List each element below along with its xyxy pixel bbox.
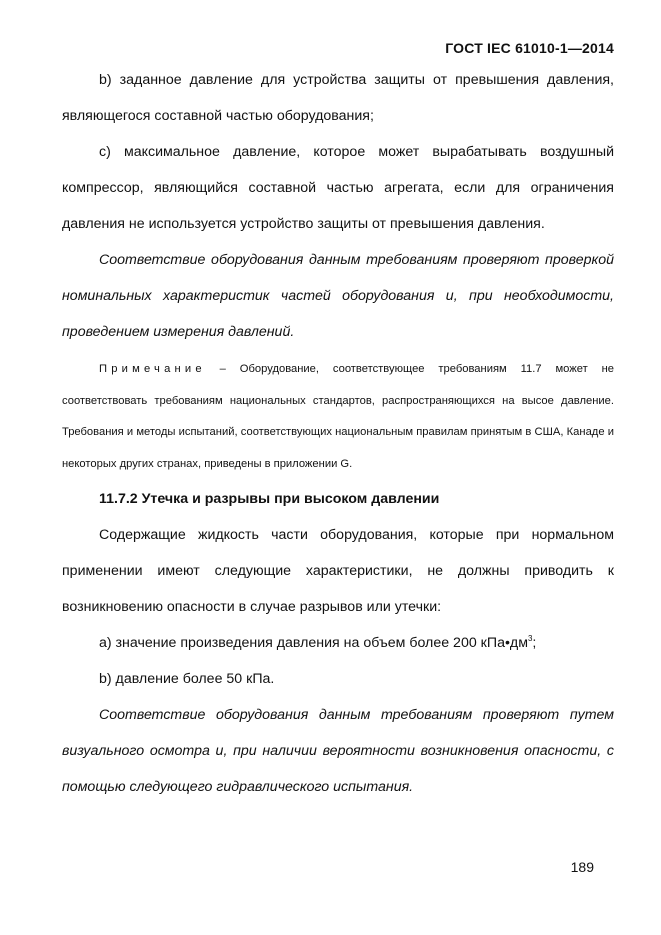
list-item-b-pressure-protection: b) заданное давление для устройства защиты от превышения давления, являющегося составной частью оборудования; <box>62 72 614 124</box>
note-paragraph <box>62 354 614 480</box>
page-number: 189 <box>570 859 594 875</box>
item-a-text: а) значение произведения давления на объем более 200 кПа•дм <box>99 635 528 651</box>
intro-paragraph: Содержащие жидкость части оборудования, которые при нормальном применении имеют следующие характеристики, не должны приводить к возникновению опасности в случае разрывов или утечки: <box>62 527 614 615</box>
compliance-paragraph-2: Соответствие оборудования данным требованиям проверяют путем визуального осмотра и, при наличии вероятности возникновения опасности, с помощью следующего гидравлического испытания. <box>62 707 614 795</box>
compliance-paragraph-1: Соответствие оборудования данным требованиям проверяют проверкой номинальных характеристик частей оборудования и, при необходимости, проведением измерения давлений. <box>62 252 614 340</box>
list-item-c-compressor: с) максимальное давление, которое может вырабатывать воздушный компрессор, являющийся составной частью агрегата, если для ограничения давления не используется устройство защиты от превышения давления. <box>62 144 614 232</box>
item-a-end: ; <box>532 635 537 651</box>
list-item-a-volume <box>62 625 614 661</box>
section-heading-11-7-2: 11.7.2 Утечка и разрывы при высоком давлении <box>99 491 440 507</box>
standard-header: ГОСТ IEC 61010-1—2014 <box>445 40 614 56</box>
item-a-superscript: 3 <box>527 634 533 643</box>
page-body <box>62 62 614 805</box>
note-label: Примечание <box>99 363 206 375</box>
list-item-b-pressure: b) давление более 50 кПа. <box>99 671 275 687</box>
note-text: – Оборудование, соответствующее требованиям 11.7 может не соответствовать требованиям национальных стандартов, распространяющихся на высое давление. Требования и методы испытаний, соответствующих национальным правилам принятым в США, Канаде и некоторых других странах, приведены в приложении G. <box>62 363 614 470</box>
